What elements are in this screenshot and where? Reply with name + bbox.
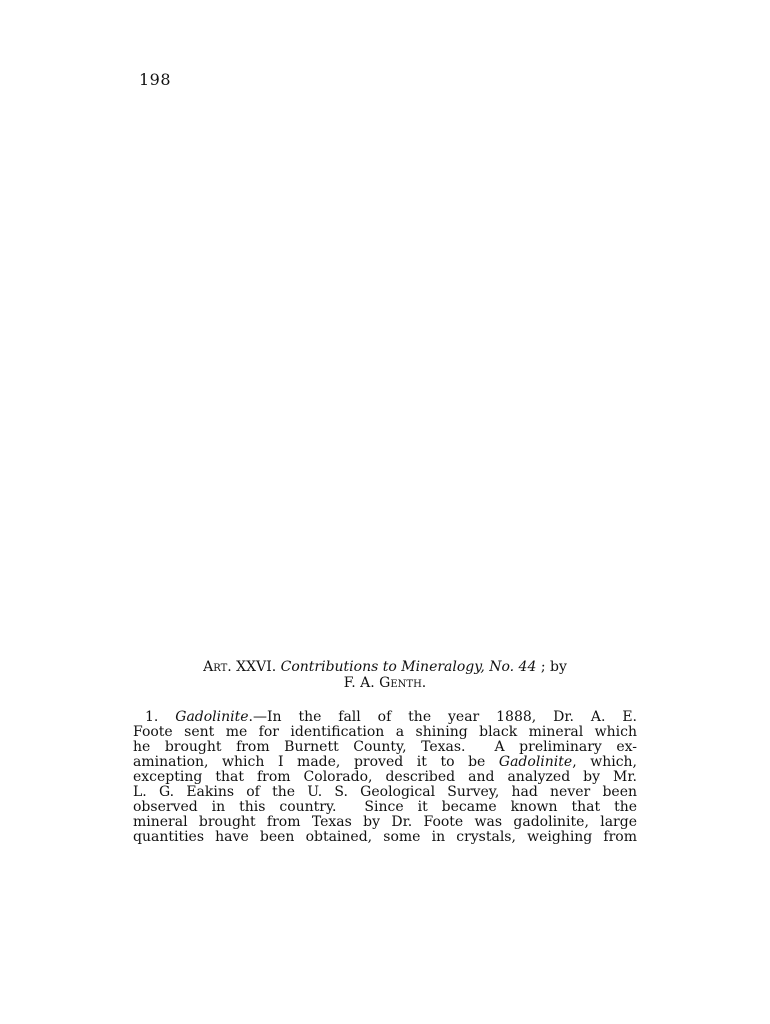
article-heading	[133, 659, 637, 691]
line-text: L. G. Eakins of the U. S. Geological Survey, had never been	[133, 784, 637, 800]
paragraph-line	[133, 800, 637, 815]
line-text: , which,	[572, 754, 637, 770]
paragraph-line	[133, 740, 637, 755]
line-text: excepting that from Colorado, described and analyzed by Mr.	[133, 769, 637, 785]
line-text: Foote sent me for identification a shining black mineral which	[133, 724, 637, 740]
line-text: amination, which I made, proved it to be	[133, 754, 499, 770]
paragraph-line	[133, 830, 637, 845]
paragraph-line	[133, 785, 637, 800]
line-text: observed in this country. Since it became known that the	[133, 799, 637, 815]
article-title: Contributions to Mineralogy, No. 44	[280, 659, 537, 675]
paragraph-line	[133, 815, 637, 830]
paragraph-line	[133, 710, 637, 725]
italic-term: Gadolinite	[498, 754, 573, 770]
line-text: mineral brought from Texas by Dr. Foote was gadolinite, large	[133, 814, 637, 830]
page-number: 198	[139, 70, 172, 89]
article-byline-prefix: ; by	[540, 659, 567, 675]
italic-term: Gadolinite	[175, 709, 249, 725]
line-text: quantities have been obtained, some in crystals, weighing from	[133, 829, 637, 845]
article-number: Art. XXVI.	[203, 659, 277, 675]
paragraph-line	[133, 725, 637, 740]
paragraph-line	[133, 770, 637, 785]
article-heading-line-1	[133, 659, 637, 675]
paragraph-line	[133, 755, 637, 770]
line-text: 1.	[145, 709, 176, 725]
line-text: he brought from Burnett County, Texas. A preliminary ex-	[133, 739, 637, 755]
line-text: .—In the fall of the year 1888, Dr. A. E.	[248, 709, 637, 725]
body-paragraph	[133, 710, 637, 845]
article-author: F. A. Genth.	[343, 675, 427, 691]
